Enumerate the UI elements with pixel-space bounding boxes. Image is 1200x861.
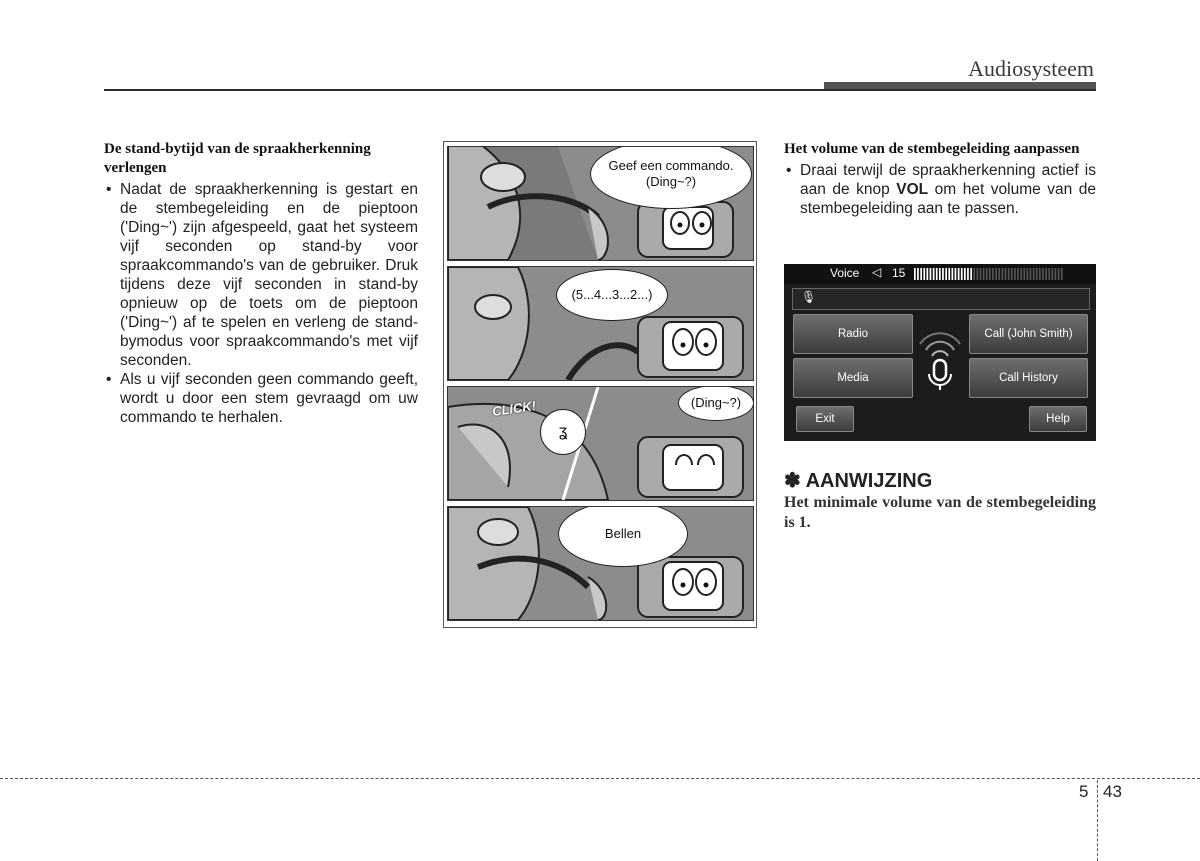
volume-tick [986, 268, 988, 280]
section-title-standby: De stand-bytijd van de spraakherkenning verlengen [104, 141, 371, 176]
volume-tick [964, 268, 966, 280]
volume-tick [1048, 268, 1050, 280]
volume-tick [942, 268, 944, 280]
volume-tick [961, 268, 963, 280]
volume-tick [958, 268, 960, 280]
header-rule [104, 89, 1096, 91]
volume-tick [936, 268, 938, 280]
volume-tick [1036, 268, 1038, 280]
note-body: Het minimale volume van de stembegeleiding is 1. [784, 494, 1096, 531]
bubble-text: (5...4...3...2...) [571, 287, 653, 302]
speech-bubble [678, 386, 754, 421]
volume-tick [973, 268, 975, 280]
volume-tick [930, 268, 932, 280]
note-heading: ✽ AANWIJZING [784, 470, 933, 492]
volume-tick [1061, 268, 1063, 280]
bubble-text: Bellen [604, 526, 642, 541]
voice-recognition-screen [784, 264, 1096, 441]
volume-tick [967, 268, 969, 280]
bullet-item: • Nadat de spraakherkenning is gestart en de stembegeleiding en de pieptoon ('Ding~') zijn afgespeeld, gaat het systeem vijf seconden op stand-by voor spraakcommando's van de gebruiker. Druk tijdens deze vijf seconden in stand-by opnieuw op de toets om de pieptoon ('Ding~') af te spelen en verleng de stand-bymodus voor spraakcommando's met vijf seconden. [104, 180, 418, 370]
volume-tick [933, 268, 935, 280]
volume-tick [1042, 268, 1044, 280]
volume-value: 15 [892, 266, 906, 280]
volume-tick [927, 268, 929, 280]
call-history-button[interactable]: Call History [969, 358, 1088, 398]
volume-tick [1039, 268, 1041, 280]
speech-bubble-squiggle [540, 409, 586, 455]
standby-bullet-list [104, 180, 418, 427]
comic-illustration [443, 141, 757, 628]
volume-tick [1030, 268, 1032, 280]
media-button[interactable]: Media [793, 358, 913, 398]
comic-panel-1 [447, 146, 754, 261]
volume-tick [939, 268, 941, 280]
chapter-number: 5 [1079, 782, 1089, 801]
mic-status-row [792, 288, 1090, 310]
volume-tick [983, 268, 985, 280]
volume-level-bar [914, 268, 1064, 280]
voice-label: Voice [830, 266, 860, 280]
bubble-text: (Ding~?) [645, 174, 697, 189]
volume-tick [955, 268, 957, 280]
comic-panel-4 [447, 506, 754, 621]
volume-tick [998, 268, 1000, 280]
volume-tick [914, 268, 916, 280]
volume-tick [977, 268, 979, 280]
call-john-smith-button[interactable]: Call (John Smith) [969, 314, 1088, 354]
footer-dashed-rule [0, 778, 1200, 779]
zigzag-icon: ʓ [558, 423, 568, 440]
bubble-text: Geef een commando. [608, 158, 734, 173]
help-button[interactable]: Help [1029, 406, 1087, 432]
microphone-icon: 🎙 [801, 290, 817, 304]
bubble-text: (Ding~?) [690, 395, 742, 410]
right-column [784, 140, 1096, 218]
volume-status-bar [784, 264, 1096, 284]
comic-panel-2 [447, 266, 754, 381]
volume-tick [980, 268, 982, 280]
volume-tick [992, 268, 994, 280]
volume-tick [1058, 268, 1060, 280]
left-column [104, 140, 418, 427]
bullet-item: • Draai terwijl de spraakherkenning actief is aan de knop VOL om het volume van de stembegeleiding aan te passen. [784, 161, 1096, 218]
note-section [784, 462, 1096, 533]
bullet-item: • Als u vijf seconden geen commando geeft, wordt u door een stem gevraagd om uw commando te herhalen. [104, 370, 418, 427]
volume-tick [970, 268, 972, 280]
volume-tick [1052, 268, 1054, 280]
volume-tick [1017, 268, 1019, 280]
speaker-icon: ◁ [872, 265, 882, 279]
volume-tick [1033, 268, 1035, 280]
microphone-icon [914, 322, 966, 392]
radio-button[interactable]: Radio [793, 314, 913, 354]
volume-tick [1005, 268, 1007, 280]
click-sound-effect: CLICK! [491, 398, 537, 419]
volume-tick [920, 268, 922, 280]
volume-tick [1027, 268, 1029, 280]
footer-dashed-divider [1097, 780, 1098, 861]
comic-panel-3 [447, 386, 754, 501]
volume-tick [1002, 268, 1004, 280]
page-header-title: Audiosysteem [968, 56, 1094, 81]
volume-tick [1008, 268, 1010, 280]
volume-tick [1011, 268, 1013, 280]
page-number: 43 [1103, 782, 1122, 801]
volume-tick [995, 268, 997, 280]
volume-tick [948, 268, 950, 280]
vol-key-label: VOL [896, 181, 929, 198]
volume-bullet-list [784, 161, 1096, 218]
volume-tick [917, 268, 919, 280]
volume-tick [952, 268, 954, 280]
volume-tick [1055, 268, 1057, 280]
volume-tick [989, 268, 991, 280]
volume-tick [1020, 268, 1022, 280]
exit-button[interactable]: Exit [796, 406, 854, 432]
asterisk-icon: ✽ [784, 470, 801, 492]
volume-tick [1014, 268, 1016, 280]
volume-tick [1045, 268, 1047, 280]
speech-bubble [556, 269, 668, 321]
volume-tick [1023, 268, 1025, 280]
volume-tick [945, 268, 947, 280]
section-title-volume: Het volume van de stembegeleiding aanpassen [784, 141, 1080, 157]
volume-tick [923, 268, 925, 280]
